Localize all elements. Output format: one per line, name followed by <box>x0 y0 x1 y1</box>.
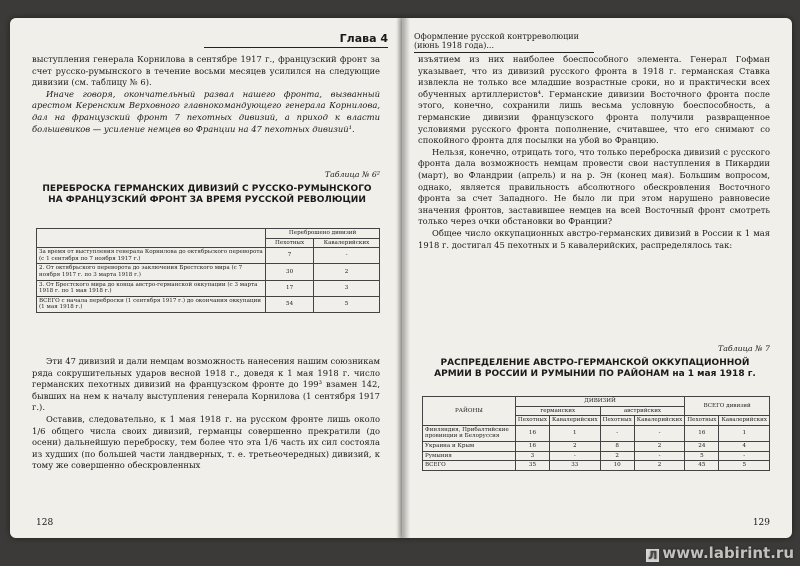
table-6-col-cavalry: Кавалерийских <box>314 238 380 248</box>
value-cell: 45 <box>685 461 719 471</box>
right-text <box>418 54 770 251</box>
table-6-col-infantry: Пехотных <box>266 238 314 248</box>
table-6-number: Таблица № 6² <box>324 170 380 179</box>
period-cell: 3. От Брестского мира до конца австро-германской оккупации (с 3 марта 1918 г. по 1 мая 1918 г.) <box>37 280 266 296</box>
infantry-cell: 7 <box>266 248 314 264</box>
value-cell: 16 <box>685 425 719 441</box>
value-cell: 16 <box>515 441 549 451</box>
table-7-title: РАСПРЕДЕЛЕНИЕ АВСТРО-ГЕРМАНСКОЙ ОККУПАЦИОННОЙ АРМИИ В РОССИИ И РУМЫНИИ ПО РАЙОНАМ на 1 мая 1918 г. <box>434 358 756 379</box>
watermark <box>646 544 794 562</box>
period-cell: ВСЕГО с начала переброски (1 сентября 1917 г.) до окончания оккупации (1 мая 1918 г.) <box>37 296 266 312</box>
left-page <box>10 18 402 538</box>
table-7-col-cav: Кавалерийских <box>634 416 685 426</box>
region-cell: ВСЕГО <box>423 461 516 471</box>
value-cell: 24 <box>685 441 719 451</box>
table-6 <box>36 228 380 313</box>
table-7 <box>422 396 770 471</box>
period-cell: 2. От октябрьского переворота до заключения Брестского мира (с 7 ноября 1917 г. по 3 марта 1918 г.) <box>37 264 266 280</box>
cavalry-cell: 5 <box>314 296 380 312</box>
table-7-col-austrian: австрийских <box>600 406 685 416</box>
paragraph: Нельзя, конечно, отрицать того, что только переброска дивизий с русского фронта дала возможность немцам провести свои наступления в Пикардии (март), во Фландрии (апрель) и на р. Эн (конец мая). Большим вопросом, однако, является правильность абсолютного обескровления Восточного фронта за счет Западного. Не было ли при этом нарушено равновесие значения фронтов, заставившее немцев на всей Восточный фронт смотреть только через очки обстановки во Франции? <box>418 146 770 227</box>
value-cell: 3 <box>515 451 549 461</box>
infantry-cell: 54 <box>266 296 314 312</box>
cavalry-cell: 2 <box>314 264 380 280</box>
value-cell: 10 <box>600 461 634 471</box>
table-row <box>37 296 380 312</box>
value-cell: 1 <box>550 425 601 441</box>
intro-paragraph: выступления генерала Корнилова в сентябре 1917 г., французский фронт за счет русско-румынского в течение восьми месяцев усилился на следующие дивизии (см. таблицу № 6). <box>32 54 380 88</box>
table-row <box>37 248 380 264</box>
infantry-cell: 30 <box>266 264 314 280</box>
table-7-col-inf: Пехотных <box>515 416 549 426</box>
table-row <box>423 425 770 441</box>
value-cell: 1 <box>719 425 770 441</box>
table-7-col-cav: Кавалерийских <box>550 416 601 426</box>
right-page <box>402 18 792 538</box>
table-7-col-cav-short: Кавалерийских <box>719 416 770 426</box>
region-cell: Финляндия, Прибалтийские провинции и Белоруссия <box>423 425 516 441</box>
left-text-bottom <box>32 356 380 472</box>
paragraph: Эти 47 дивизий и дали немцам возможность нанесения нашим союзникам ряда сокрушительных ударов весной 1918 г., доведя к 1 мая 1918 г. число германских пехотных дивизий на французском фронте до 199³ взамен 142, бывших на нем к началу выступления генерала Корнилова (1 сентября 1917 г.). <box>32 356 380 413</box>
page-number-right: 129 <box>752 518 770 528</box>
region-cell: Украина и Крым <box>423 441 516 451</box>
value-cell: 33 <box>550 461 601 471</box>
value-cell: 16 <box>515 425 549 441</box>
value-cell: 4 <box>719 441 770 451</box>
value-cell: 5 <box>685 451 719 461</box>
italic-paragraph: Иначе говоря, окончательный развал нашего фронта, вызванный арестом Керенским Верховного главнокомандующего генерала Корнилова, дал на французский фронт 7 пехотных дивизий, а приход к власти большевиков — усиление немцев во Франции на 47 пехотных дивизий¹. <box>32 88 380 134</box>
value-cell: - <box>634 425 685 441</box>
value-cell: 5 <box>719 461 770 471</box>
table-7-col-total: ВСЕГО дивизий <box>685 397 770 416</box>
page-number-left: 128 <box>36 518 54 528</box>
table-6-group-header: Переброшено дивизий <box>266 229 380 239</box>
chapter-header: Глава 4 <box>204 32 388 48</box>
running-header: Оформление русской контрреволюции (июнь 1918 года)... <box>414 32 594 53</box>
table-row <box>37 264 380 280</box>
watermark-text: www.labirint.ru <box>662 544 794 562</box>
table-row <box>423 441 770 451</box>
table-7-col-german: германских <box>515 406 600 416</box>
table-row <box>423 451 770 461</box>
book-gutter <box>396 18 410 538</box>
value-cell: 2 <box>550 441 601 451</box>
table-7-col-divisions: ДИВИЗИЙ <box>515 397 684 407</box>
value-cell: - <box>719 451 770 461</box>
cavalry-cell: 3 <box>314 280 380 296</box>
table-7-col-inf: Пехотных <box>600 416 634 426</box>
table-6-header-row <box>37 229 380 239</box>
region-cell: Румыния <box>423 451 516 461</box>
cavalry-cell: - <box>314 248 380 264</box>
value-cell: - <box>600 425 634 441</box>
watermark-logo-icon: Л <box>648 549 658 562</box>
table-6-title: ПЕРЕБРОСКА ГЕРМАНСКИХ ДИВИЗИЙ С РУССКО-РУМЫНСКОГО НА ФРАНЦУЗСКИЙ ФРОНТ ЗА ВРЕМЯ РУССКОЙ РЕВОЛЮЦИИ <box>42 184 372 205</box>
value-cell: 2 <box>600 451 634 461</box>
table-6-corner <box>37 229 266 248</box>
table-7-number: Таблица № 7 <box>718 344 770 353</box>
table-7-header-row <box>423 397 770 407</box>
table-row <box>423 461 770 471</box>
value-cell: - <box>634 451 685 461</box>
value-cell: 35 <box>515 461 549 471</box>
infantry-cell: 17 <box>266 280 314 296</box>
table-7-col-inf-short: Пехотных <box>685 416 719 426</box>
value-cell: 2 <box>634 441 685 451</box>
paragraph: Оставив, следовательно, к 1 мая 1918 г. на русском фронте лишь около 1/6 общего числа своих дивизий, германцы совершенно прекратили (до осени) дальнейшую переброску, тем более что эта 1/6 часть их сил состояла из худших (по большей части ландверных, т. е. третьеочередных) дивизий, к тому же совершенно обескровленных <box>32 413 380 471</box>
value-cell: 8 <box>600 441 634 451</box>
paragraph: изъятием из них наиболее боеспособного элемента. Генерал Гофман указывает, что из дивизий русского фронта в 1918 г. германская Ставка извлекла не только все младшие возрастные сроки, но и практически всех обученных артиллеристов⁴. Германские дивизии Восточного фронта после этого, конечно, сохранили лишь весьма условную боеспособность, а германские дивизии французского фронта получили развращенное условиями русского фронта пополнение, считавшее, что его снимают со спокойного фронта для посылки на убой во Францию. <box>418 54 770 146</box>
value-cell: 2 <box>634 461 685 471</box>
table-row <box>37 280 380 296</box>
value-cell: - <box>550 451 601 461</box>
period-cell: За время от выступления генерала Корнилова до октябрьского переворота (с 1 сентября по 7 ноября 1917 г.) <box>37 248 266 264</box>
paragraph: Общее число оккупационных австро-германских дивизий в России к 1 мая 1918 г. достигал 45 пехотных и 5 кавалерийских, распределялось так: <box>418 227 770 250</box>
table-7-col-regions: РАЙОНЫ <box>423 397 516 426</box>
left-text-top <box>32 54 380 135</box>
